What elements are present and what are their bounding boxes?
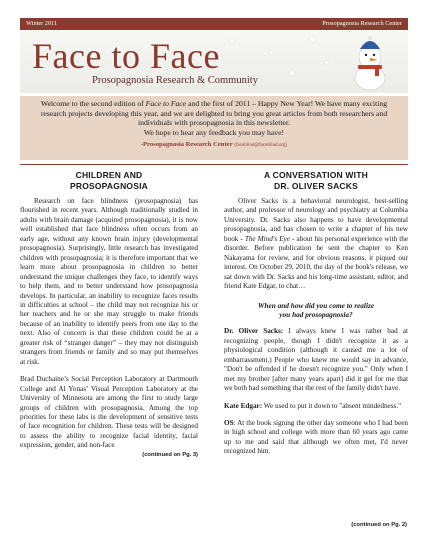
snowflake-dot [310,37,315,42]
continued-note: (continued on Pg. 3) [142,451,198,458]
newsletter-title: Face to Face [32,36,220,76]
snowman-illustration [348,35,392,91]
article-paragraph: Brad Duchaine’s Social Perception Laboratory at Dartmouth College and Al Yonas’ Visual Perception Laboratory at the University of Minnesota are among the first to study large groups of children with prosopagnosia. Among the top priorities for these labs is the development of sensitive tests of face recognition for children. These tests will be designed to assess the ability to recognize facial identity, facial expression, gender, and non-face [20,375,198,450]
issue-date: Winter 2011 [26,20,58,27]
interview-question: When and how did you come to realize you had prosopagnosia? [257,300,375,319]
welcome-text: Welcome to the second edition of Face to Face and the first of 2011 – Happy New Year! We have many exciting research projects developing this year, and we are delighted to bring you great articles from both researchers and individuals with prosopagnosia in this newsletter. [40,99,388,128]
snowflake-dot [270,51,273,54]
answer-paragraph: Dr. Oliver Sacks: I always knew I was rather bad at recognizing people, though I didn't recognize it as a physiological condition (although it caused me a lot of embarrassment.) People who knew me would say in advance, "Don't be offended if he doesn't recognize you." Only when I met my brother [after many years apart] did it gel for me that we both had something that the rest of the family didn't have. [224,327,408,393]
speaker-label: Kate Edgar: [224,401,263,410]
divider-line [20,164,408,165]
answer-paragraph: OS: At the book signing the other day someone who I had been in high school and college with more than 60 years ago came up to me and said that although we often met, I'd never recognized him. [224,418,408,456]
snowflake-dot [325,61,328,64]
snowflake-dot [290,71,294,75]
article-body [224,197,408,292]
organization-name: Prosopagnosia Research Center [322,20,402,27]
interview-answers [224,327,408,456]
speaker-label: Dr. Oliver Sacks: [224,327,284,336]
article-children-prosopagnosia [20,170,198,458]
speaker-label: OS [224,418,234,427]
article-headline: CHILDREN AND PROSOPAGNOSIA [69,170,148,191]
article-paragraph: Research on face blindness (prosopagnosia) has flourished in recent years. Although traditionally studied in adults with brain damage (acquired prosopagnosia), it is now well established that face blindness often occurs from an early age, without any known brain injury (developmental prosopagnosia). Surprisingly, little research has investigated children with prosopagnosia; it is therefore important that we learn more about prosopagnosia in children to better understand the unique challenges they face, to identify ways to help them, and to better understand how prosopagnosia develops. In particular, an inability to recognize faces results in difficulties at school – the child may not recognize his or her teachers and he or she may struggle to make friends because of an inability to identify peers from one day to the next. Also of concern is that these children could be at a greater risk of “stranger danger” – they may not distinguish strangers from friends or family and so may put themselves at risk. [20,197,198,366]
newsletter-name-italic: Face to Face [145,99,187,108]
article-oliver-sacks [224,170,408,457]
article-headline: A CONVERSATION WITH DR. OLIVER SACKS [264,170,368,191]
snowflake-dot [230,39,234,43]
masthead [20,31,408,93]
book-title: The Mind's Eye [244,234,290,243]
newsletter-subtitle: Prosopagnosia Research & Community [92,75,258,86]
top-info-bar [20,18,408,30]
answer-paragraph: Kate Edgar: We used to put it down to "absent mindedness." [224,401,402,410]
article-paragraph: Oliver Sacks is a behavioral neurologist, best-selling author, and professor of neurology and psychiatry at Columbia University. Dr. Sacks also happens to have developmental prosopagnosia, and has chosen to write a chapter of his new book - The Mind's Eye - about his personal experience with the disorder. Before publication he sent the chapter to Ken Nakayama for review, and for obvious reasons, it piqued our interest. On October 29, 2010, the day of the book's release, we sat down with Dr. Sacks and his long-time assistant, editor, and friend Kate Edgar, to chat… [224,197,409,291]
welcome-message [20,96,408,160]
welcome-signature: -Prosopagnosia Research Center (faceblind@faceblind.org) [140,141,288,149]
article-body [20,197,198,451]
welcome-feedback: We hope to hear any feedback you may have! [143,127,285,137]
contact-email: (faceblind@faceblind.org) [234,143,288,149]
continued-note: (continued on Pg. 2) [351,522,407,528]
